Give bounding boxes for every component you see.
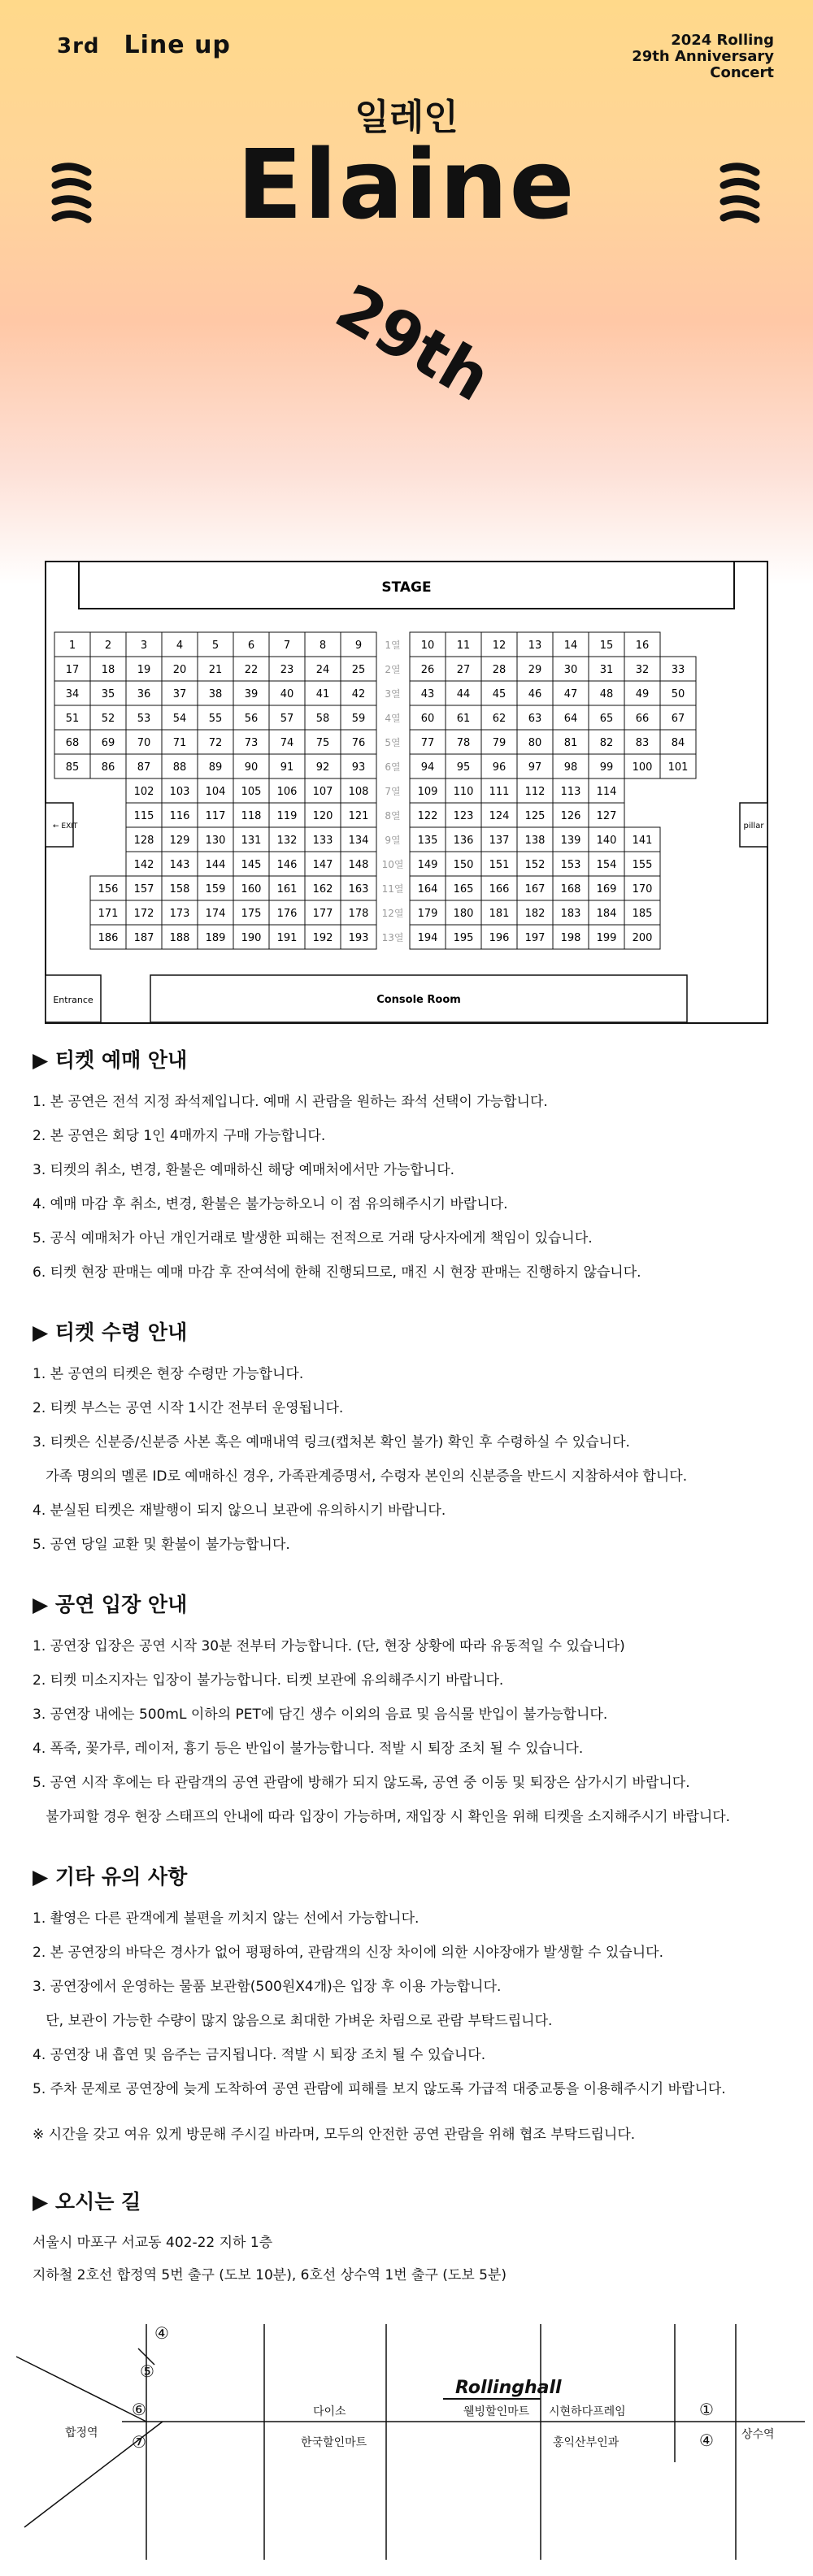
seat-number: 143 — [169, 859, 190, 871]
seat-number: 166 — [489, 883, 510, 896]
row-label: 6열 — [385, 761, 401, 773]
squiggle-right-icon — [715, 161, 764, 234]
seat-number: 11 — [456, 640, 471, 652]
seat-number: 71 — [172, 737, 187, 749]
list-item: 4. 분실된 티켓은 재발행이 되지 않으니 보관에 유의하시기 바랍니다. — [33, 1503, 446, 1519]
list-item: 5. 공식 예매처가 아닌 개인거래로 발생한 피해는 전적으로 거래 당사자에게 책임이 있습니다. — [33, 1230, 593, 1247]
seat-number: 20 — [172, 664, 187, 676]
list-item: 2. 본 공연장의 바닥은 경사가 없어 평평하여, 관람객의 신장 차이에 의한 시야장애가 발생할 수 있습니다. — [33, 1945, 663, 1961]
seat-number: 125 — [524, 810, 546, 822]
artist-english-name: Elaine — [237, 128, 576, 241]
seat-number: 88 — [172, 761, 187, 774]
seat-number: 152 — [524, 859, 546, 871]
seat-number: 196 — [489, 932, 510, 944]
seat-number: 19 — [137, 664, 151, 676]
seat-number: 176 — [276, 908, 298, 920]
road — [16, 2357, 146, 2422]
seat-number: 1 — [68, 640, 76, 652]
seat-number: 174 — [205, 908, 226, 920]
seat-number: 10 — [420, 640, 435, 652]
directions-section — [33, 2186, 789, 2292]
seat-number: 163 — [348, 883, 369, 896]
seat-number: 199 — [596, 932, 617, 944]
seat-number: 159 — [205, 883, 226, 896]
seat-number: 156 — [98, 883, 119, 896]
exit-number: ① — [699, 2400, 714, 2419]
seat-number: 26 — [420, 664, 435, 676]
row-label: 5열 — [385, 737, 401, 748]
list-item: 3. 티켓의 취소, 변경, 환불은 예매하신 해당 예매처에서만 가능합니다. — [33, 1162, 455, 1178]
section-title: ▶ 오시는 길 — [33, 2190, 141, 2214]
seat-number: 114 — [596, 786, 617, 798]
section-title: ▶ 티켓 예매 안내 — [33, 1048, 188, 1072]
seat-number: 111 — [489, 786, 510, 798]
list-item: 5. 공연 시작 후에는 타 관람객의 공연 관람에 방해가 되지 않도록, 공연 중 이동 및 퇴장은 삼가시기 바랍니다. — [33, 1775, 690, 1791]
seat-number: 117 — [205, 810, 226, 822]
seat-number: 188 — [169, 932, 190, 944]
section-title: ▶ 티켓 수령 안내 — [33, 1321, 188, 1344]
seat-number: 28 — [492, 664, 506, 676]
seat-number: 51 — [65, 713, 80, 725]
frame-label: 시현하다프레임 — [549, 2405, 626, 2418]
seat-number: 171 — [98, 908, 119, 920]
clinic-label: 홍익산부인과 — [553, 2436, 620, 2449]
seat-number: 81 — [563, 737, 578, 749]
list-item: 4. 공연장 내 흡연 및 음주는 금지됩니다. 적발 시 퇴장 조치 될 수 있습니다. — [33, 2047, 486, 2063]
concert-title — [632, 33, 774, 81]
seat-number: 154 — [596, 859, 617, 871]
seat-number: 86 — [101, 761, 115, 774]
seat-number: 80 — [528, 737, 542, 749]
seat-number: 36 — [137, 688, 151, 700]
seat-number: 62 — [492, 713, 506, 725]
daiso-label: 다이소 — [313, 2405, 346, 2418]
list-item: 5. 주차 문제로 공연장에 늦게 도착하여 공연 관람에 피해를 보지 않도록 가급적 대중교통을 이용해주시기 바랍니다. — [33, 2081, 726, 2097]
list-item: 1. 본 공연은 전석 지정 좌석제입니다. 예매 시 관람을 원하는 좌석 선택이 가능합니다. — [33, 1094, 548, 1110]
seat-number: 135 — [417, 835, 438, 847]
seat-number: 189 — [205, 932, 226, 944]
seat-number: 54 — [172, 713, 187, 725]
seat-number: 25 — [351, 664, 366, 676]
ordinal: 3rd — [57, 34, 100, 59]
seat-number: 39 — [244, 688, 259, 700]
seat-number: 5 — [211, 640, 220, 652]
exit-number: ⑦ — [132, 2432, 146, 2452]
entrance-label: Entrance — [53, 995, 93, 1005]
seat-number: 83 — [635, 737, 650, 749]
seat-number: 23 — [280, 664, 294, 676]
seat-number: 103 — [169, 786, 190, 798]
seat-number: 132 — [276, 835, 298, 847]
seat-number: 77 — [420, 737, 435, 749]
seat-number: 8 — [319, 640, 327, 652]
seat-number: 44 — [456, 688, 471, 700]
seat-number: 59 — [351, 713, 366, 725]
row-label: 12열 — [381, 908, 404, 919]
list-item: 가족 명의의 멜론 ID로 예매하신 경우, 가족관계증명서, 수령자 본인의 신분증을 반드시 지참하셔야 합니다. — [33, 1468, 688, 1485]
list-item: 3. 공연장에서 운영하는 물품 보관함(500원X4개)은 입장 후 이용 가능합니다. — [33, 1979, 502, 1995]
seat-number: 66 — [635, 713, 650, 725]
subway-info: 지하철 2호선 합정역 5번 출구 (도보 10분), 6호선 상수역 1번 출구 (도보 5분) — [33, 2267, 507, 2283]
seat-number: 121 — [348, 810, 369, 822]
seat-number: 65 — [599, 713, 614, 725]
seat-number: 101 — [667, 761, 689, 774]
list-item: 1. 촬영은 다른 관객에게 불편을 끼치지 않는 선에서 가능합니다. — [33, 1910, 420, 1927]
seating-chart — [45, 561, 768, 1024]
seat-number: 90 — [244, 761, 259, 774]
seat-number: 34 — [65, 688, 80, 700]
seat-number: 145 — [241, 859, 262, 871]
lineup-text: Line up — [124, 31, 231, 59]
seat-number: 119 — [276, 810, 298, 822]
seat-number: 165 — [453, 883, 474, 896]
seat-number: 157 — [133, 883, 154, 896]
seat-number: 4 — [176, 640, 184, 652]
seat-number: 149 — [417, 859, 438, 871]
seat-number: 49 — [635, 688, 650, 700]
seat-number: 142 — [133, 859, 154, 871]
seat-number: 184 — [596, 908, 617, 920]
seat-number: 52 — [101, 713, 115, 725]
row-label: 4열 — [385, 713, 401, 724]
seat-number: 109 — [417, 786, 438, 798]
seat-number: 76 — [351, 737, 366, 749]
seat-number: 46 — [528, 688, 542, 700]
seat-number: 106 — [276, 786, 298, 798]
seat-number: 6 — [247, 640, 255, 652]
seat-number: 136 — [453, 835, 474, 847]
seat-number: 177 — [312, 908, 333, 920]
seat-number: 27 — [456, 664, 471, 676]
seat-number: 141 — [632, 835, 653, 847]
seat-number: 175 — [241, 908, 262, 920]
seat-number: 57 — [280, 713, 294, 725]
seat-number: 82 — [599, 737, 614, 749]
exit-number: ④ — [699, 2431, 714, 2450]
seat-number: 105 — [241, 786, 262, 798]
seat-number: 122 — [417, 810, 438, 822]
seat-number: 191 — [276, 932, 298, 944]
seat-number: 198 — [560, 932, 581, 944]
seat-number: 37 — [172, 688, 187, 700]
seat-number: 151 — [489, 859, 510, 871]
seat-number: 2 — [104, 640, 112, 652]
seat-number: 169 — [596, 883, 617, 896]
seat-number: 200 — [632, 932, 653, 944]
seat-number: 138 — [524, 835, 546, 847]
hapjeong-station: 합정역 — [65, 2426, 98, 2439]
seat-number: 9 — [354, 640, 363, 652]
seat-number: 130 — [205, 835, 226, 847]
list-item: 4. 예매 마감 후 취소, 변경, 환불은 불가능하오니 이 점 유의해주시기 바랍니다. — [33, 1196, 508, 1212]
seat-number: 134 — [348, 835, 369, 847]
exit-label: ← EXIT — [53, 822, 78, 830]
seat-number: 68 — [65, 737, 80, 749]
seat-number: 47 — [563, 688, 578, 700]
seat-number: 72 — [208, 737, 223, 749]
list-item: 단, 보관이 가능한 수량이 많지 않음으로 최대한 가벼운 차림으로 관람 부탁드립니다. — [33, 2013, 553, 2029]
seat-number: 129 — [169, 835, 190, 847]
list-item: 불가피할 경우 현장 스태프의 안내에 따라 입장이 가능하며, 재입장 시 확인을 위해 티켓을 소지해주시기 바랍니다. — [33, 1809, 731, 1825]
seat-number: 42 — [351, 688, 366, 700]
seat-number: 21 — [208, 664, 223, 676]
seat-number: 75 — [315, 737, 330, 749]
exit-number: ④ — [154, 2323, 169, 2343]
seat-number: 115 — [133, 810, 154, 822]
seat-number: 43 — [420, 688, 435, 700]
section-title: ▶ 공연 입장 안내 — [33, 1593, 188, 1616]
artist-korean-name: 일레인 — [354, 97, 459, 138]
seat-number: 87 — [137, 761, 151, 774]
seat-number: 182 — [524, 908, 546, 920]
seat-number: 60 — [420, 713, 435, 725]
seat-number: 14 — [563, 640, 578, 652]
seat-number: 70 — [137, 737, 151, 749]
seat-number: 13 — [528, 640, 542, 652]
seat-number: 85 — [65, 761, 80, 774]
seat-number: 56 — [244, 713, 259, 725]
seat-number: 133 — [312, 835, 333, 847]
seat-number: 153 — [560, 859, 581, 871]
seat-number: 30 — [563, 664, 578, 676]
seat-number: 147 — [312, 859, 333, 871]
row-label: 11열 — [381, 883, 404, 895]
seat-grid — [54, 632, 696, 949]
seat-number: 92 — [315, 761, 330, 774]
row-label: 8열 — [385, 810, 401, 822]
seat-number: 181 — [489, 908, 510, 920]
location-map — [0, 2292, 813, 2568]
seat-number: 45 — [492, 688, 506, 700]
list-item: 6. 티켓 현장 판매는 예매 마감 후 잔여석에 한해 진행되므로, 매진 시 현장 판매는 진행하지 않습니다. — [33, 1264, 641, 1281]
list-item: 2. 티켓 부스는 공연 시작 1시간 전부터 운영됩니다. — [33, 1400, 344, 1416]
seat-number: 187 — [133, 932, 154, 944]
seat-number: 168 — [560, 883, 581, 896]
seat-number: 3 — [140, 640, 148, 652]
notice-text: ※ 시간을 갖고 여유 있게 방문해 주시길 바라며, 모두의 안전한 공연 관람을 위해 협조 부탁드립니다. — [33, 2127, 636, 2143]
row-label: 1열 — [385, 640, 401, 651]
other-notes-section — [33, 1861, 789, 2106]
exit-number: ⑥ — [132, 2400, 146, 2419]
lineup-label — [57, 31, 231, 59]
seat-number: 98 — [563, 761, 578, 774]
seat-number: 123 — [453, 810, 474, 822]
seat-number: 78 — [456, 737, 471, 749]
seat-number: 179 — [417, 908, 438, 920]
seat-number: 186 — [98, 932, 119, 944]
seat-number: 185 — [632, 908, 653, 920]
row-label: 3열 — [385, 688, 401, 700]
seat-number: 7 — [283, 640, 291, 652]
seat-number: 64 — [563, 713, 578, 725]
seat-number: 53 — [137, 713, 151, 725]
seat-number: 140 — [596, 835, 617, 847]
seat-number: 58 — [315, 713, 330, 725]
squiggle-left-icon — [47, 161, 96, 234]
seat-number: 173 — [169, 908, 190, 920]
seat-number: 190 — [241, 932, 262, 944]
list-item: 2. 본 공연은 회당 1인 4매까지 구매 가능합니다. — [33, 1128, 326, 1144]
list-item: 3. 티켓은 신분증/신분증 사본 혹은 예매내역 링크(캡처본 확인 불가) 확인 후 수령하실 수 있습니다. — [33, 1434, 630, 1451]
seat-number: 124 — [489, 810, 510, 822]
seat-number: 110 — [453, 786, 474, 798]
seat-number: 112 — [524, 786, 546, 798]
seat-number: 50 — [671, 688, 685, 700]
seat-number: 131 — [241, 835, 262, 847]
row-label: 13열 — [381, 932, 404, 943]
logo-text: 29th — [324, 271, 502, 416]
seat-number: 61 — [456, 713, 471, 725]
seat-number: 144 — [205, 859, 226, 871]
seat-number: 100 — [632, 761, 653, 774]
seat-number: 148 — [348, 859, 369, 871]
list-item: 4. 폭죽, 꽃가루, 레이저, 흉기 등은 반입이 불가능합니다. 적발 시 퇴장 조치 될 수 있습니다. — [33, 1741, 584, 1757]
concert-line: 2024 Rolling — [671, 32, 774, 49]
seat-number: 137 — [489, 835, 510, 847]
row-label: 2열 — [385, 664, 401, 675]
seat-number: 55 — [208, 713, 223, 725]
seat-number: 29 — [528, 664, 542, 676]
seat-number: 18 — [101, 664, 115, 676]
seat-number: 17 — [65, 664, 80, 676]
list-item: 3. 공연장 내에는 500mL 이하의 PET에 담긴 생수 이외의 음료 및 음식물 반입이 불가능합니다. — [33, 1706, 608, 1723]
seat-number: 16 — [635, 640, 650, 652]
seat-number: 63 — [528, 713, 542, 725]
seat-number: 118 — [241, 810, 262, 822]
venue-label: Rollinghall — [455, 2378, 562, 2398]
seat-number: 15 — [599, 640, 614, 652]
seat-number: 95 — [456, 761, 471, 774]
address: 서울시 마포구 서교동 402-22 지하 1층 — [33, 2235, 273, 2251]
seat-number: 94 — [420, 761, 435, 774]
seat-number: 150 — [453, 859, 474, 871]
seat-number: 126 — [560, 810, 581, 822]
row-label: 10열 — [381, 859, 404, 870]
seat-number: 116 — [169, 810, 190, 822]
seat-number: 35 — [101, 688, 115, 700]
seat-number: 33 — [671, 664, 685, 676]
seat-number: 108 — [348, 786, 369, 798]
list-item: 5. 공연 당일 교환 및 환불이 불가능합니다. — [33, 1537, 290, 1553]
seat-number: 127 — [596, 810, 617, 822]
seat-number: 167 — [524, 883, 546, 896]
seat-number: 48 — [599, 688, 614, 700]
ticket-pickup-section — [33, 1316, 789, 1562]
sangsu-station: 상수역 — [741, 2428, 775, 2441]
seat-number: 69 — [101, 737, 115, 749]
seat-number: 162 — [312, 883, 333, 896]
seat-number: 180 — [453, 908, 474, 920]
console-label: Console Room — [376, 994, 461, 1006]
seat-number: 40 — [280, 688, 294, 700]
seat-number: 128 — [133, 835, 154, 847]
anniversary-logo — [324, 271, 502, 439]
exit-number: ⑤ — [140, 2361, 154, 2381]
seat-number: 160 — [241, 883, 262, 896]
seat-number: 172 — [133, 908, 154, 920]
seat-number: 93 — [351, 761, 366, 774]
ticket-booking-section — [33, 1044, 789, 1290]
seat-number: 74 — [280, 737, 294, 749]
section-title: ▶ 기타 유의 사항 — [33, 1865, 188, 1889]
seat-number: 192 — [312, 932, 333, 944]
seat-number: 41 — [315, 688, 330, 700]
seat-number: 104 — [205, 786, 226, 798]
korea-mart-label: 한국할인마트 — [301, 2436, 367, 2449]
seat-number: 96 — [492, 761, 506, 774]
seat-number: 73 — [244, 737, 259, 749]
seat-number: 99 — [599, 761, 614, 774]
list-item: 1. 본 공연의 티켓은 현장 수령만 가능합니다. — [33, 1366, 304, 1382]
seat-number: 24 — [315, 664, 330, 676]
seat-number: 155 — [632, 859, 653, 871]
seat-number: 194 — [417, 932, 438, 944]
seat-number: 161 — [276, 883, 298, 896]
pillar-label: pillar — [743, 822, 764, 830]
seat-number: 158 — [169, 883, 190, 896]
concert-line: Concert — [710, 64, 774, 81]
seat-number: 91 — [280, 761, 294, 774]
hero-banner — [0, 0, 813, 585]
row-label: 9열 — [385, 835, 401, 846]
seat-number: 146 — [276, 859, 298, 871]
concert-line: 29th Anniversary — [632, 48, 774, 65]
seat-number: 89 — [208, 761, 223, 774]
seat-number: 113 — [560, 786, 581, 798]
seat-number: 32 — [635, 664, 650, 676]
stage-label: STAGE — [381, 579, 432, 596]
entry-section — [33, 1589, 789, 1834]
seat-number: 67 — [671, 713, 685, 725]
seat-number: 193 — [348, 932, 369, 944]
seat-number: 84 — [671, 737, 685, 749]
seat-number: 139 — [560, 835, 581, 847]
seat-number: 107 — [312, 786, 333, 798]
list-item: 1. 공연장 입장은 공연 시작 30분 전부터 가능합니다. (단, 현장 상황에 따라 유동적일 수 있습니다) — [33, 1638, 625, 1654]
seat-number: 22 — [244, 664, 259, 676]
seat-number: 170 — [632, 883, 653, 896]
seat-number: 120 — [312, 810, 333, 822]
seat-number: 31 — [599, 664, 614, 676]
list-item: 2. 티켓 미소지자는 입장이 불가능합니다. 티켓 보관에 유의해주시기 바랍니다. — [33, 1672, 504, 1689]
seat-number: 12 — [492, 640, 506, 652]
seat-number: 97 — [528, 761, 542, 774]
seat-number: 38 — [208, 688, 223, 700]
seat-number: 195 — [453, 932, 474, 944]
seat-number: 183 — [560, 908, 581, 920]
seat-number: 79 — [492, 737, 506, 749]
row-label: 7열 — [385, 786, 401, 797]
seat-number: 102 — [133, 786, 154, 798]
seat-number: 164 — [417, 883, 438, 896]
seat-number: 178 — [348, 908, 369, 920]
seat-number: 197 — [524, 932, 546, 944]
wellbeing-mart-label: 웰빙할인마트 — [463, 2405, 530, 2418]
